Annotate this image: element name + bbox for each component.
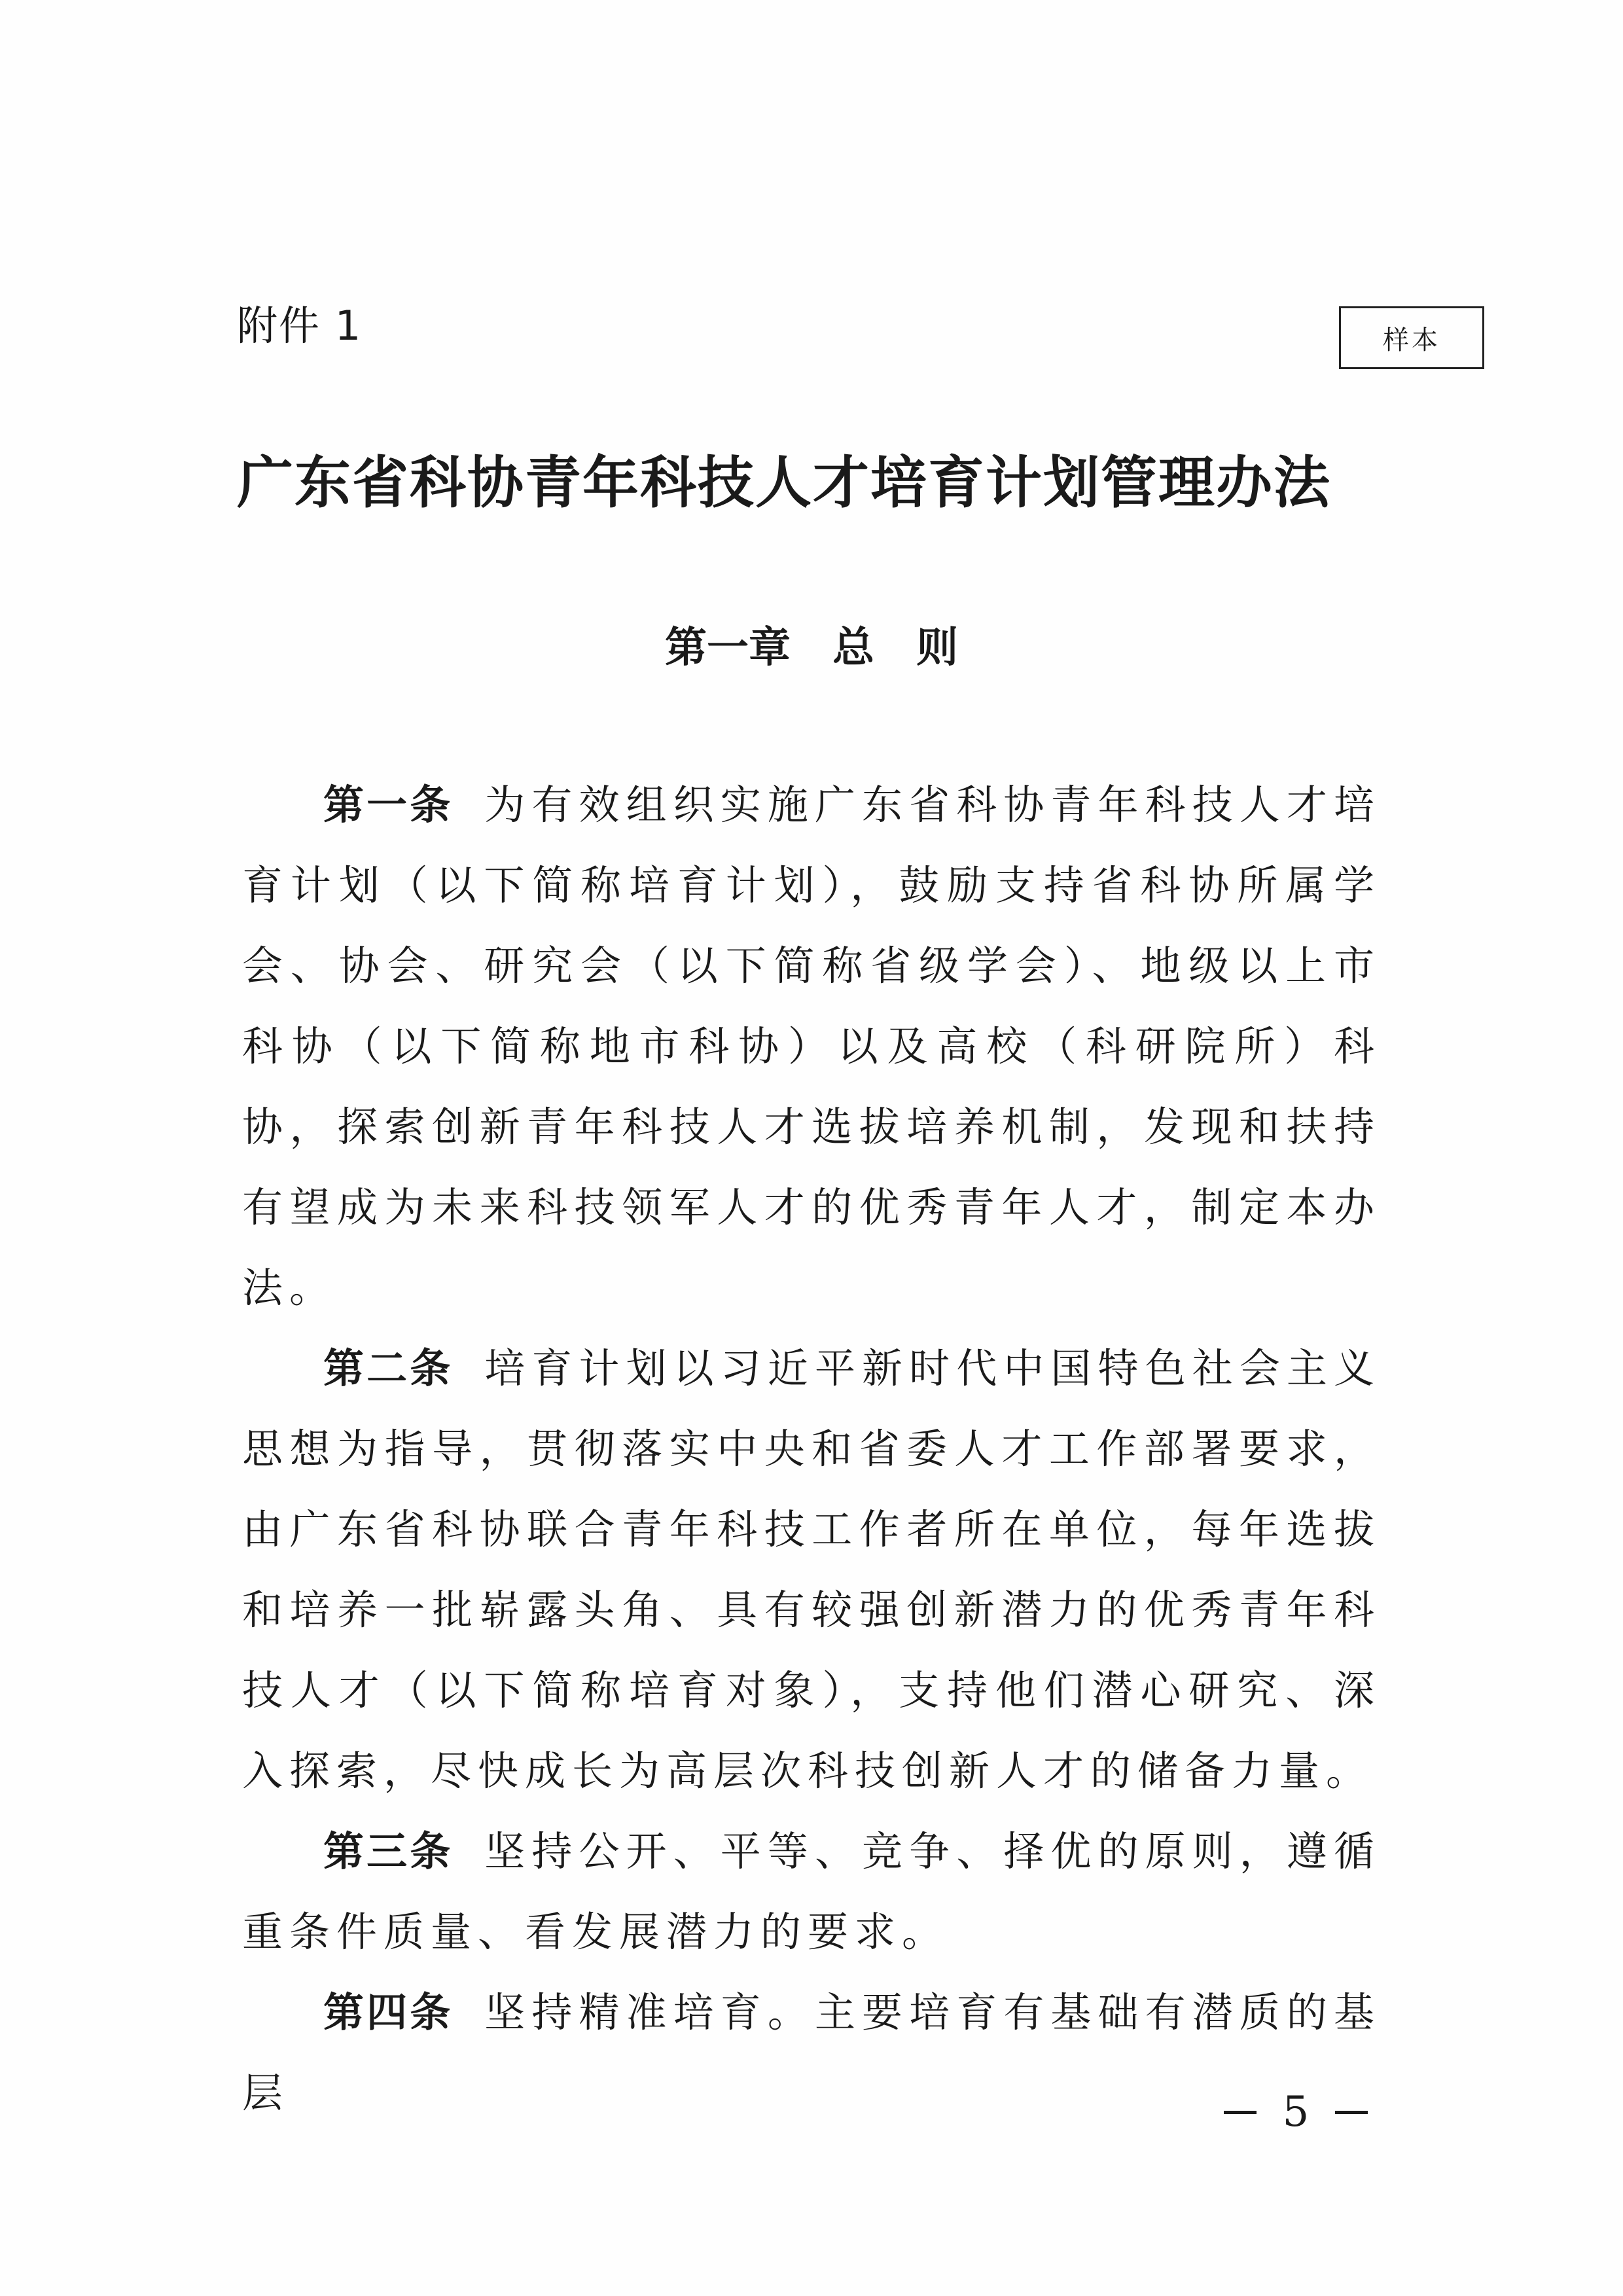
sample-stamp: 样本 — [1339, 306, 1484, 369]
article-2 — [242, 1328, 1381, 1811]
page-number-value: 5 — [1282, 2088, 1310, 2136]
article-text: 坚持公开、平等、竞争、择优的原则，遵循重条件质量、看发展潜力的要求。 — [242, 1827, 1381, 1956]
article-number: 第二条 — [323, 1344, 454, 1392]
page-number — [1198, 2088, 1394, 2136]
article-1 — [242, 764, 1381, 1328]
article-number: 第四条 — [323, 1988, 454, 2036]
article-text: 培育计划以习近平新时代中国特色社会主义思想为指导，贯彻落实中央和省委人才工作部署要求，由广东省科协联合青年科技工作者所在单位，每年选拔和培养一批崭露头角、具有较强创新潜力的优秀青年科技人才（以下简称培育对象），支持他们潜心研究、深入探索，尽快成长为高层次科技创新人才的储备力量。 — [242, 1344, 1381, 1795]
article-number: 第三条 — [323, 1827, 454, 1875]
document-title: 广东省科协青年科技人才培育计划管理办法 — [237, 450, 1331, 516]
article-3 — [242, 1811, 1381, 1972]
article-number: 第一条 — [323, 781, 454, 829]
attachment-label: 附件 1 — [237, 302, 363, 350]
chapter-heading: 第一章 总 则 — [665, 624, 958, 672]
dash-right — [1335, 2111, 1368, 2114]
dash-left — [1224, 2111, 1257, 2114]
document-body — [242, 764, 1381, 2133]
article-text: 坚持精准培育。主要培育有基础有潜质的基层 — [242, 1988, 1381, 2117]
article-text: 为有效组织实施广东省科协青年科技人才培育计划（以下简称培育计划），鼓励支持省科协所属学会、协会、研究会（以下简称省级学会）、地级以上市科协（以下简称地市科协）以及高校（科研院所）科协，探索创新青年科技人才选拔培养机制，发现和扶持有望成为未来科技领军人才的优秀青年人才，制定本办法。 — [242, 781, 1381, 1312]
